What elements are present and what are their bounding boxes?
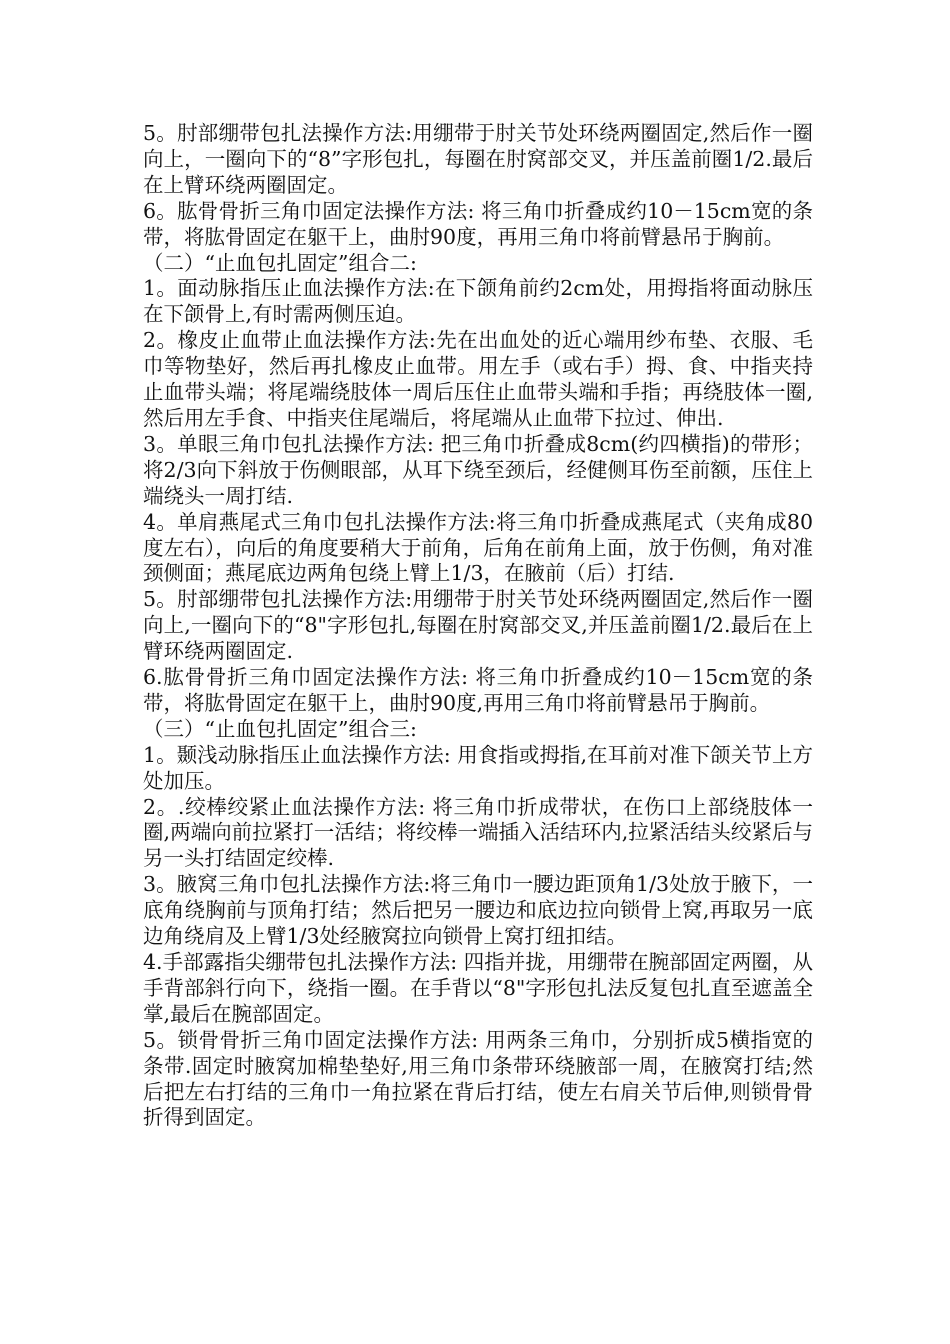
paragraph-temporal-artery: 1。颞浅动脉指压止血法操作方法: 用食指或拇指,在耳前对准下颌关节上方处加压。 [143, 742, 813, 793]
paragraph-rubber-tourniquet: 2。橡皮止血带止血法操作方法:先在出血处的近心端用纱布垫、衣服、毛巾等物垫好，然后再扎橡皮止血带。用左手（或右手）拇、食、中指夹持止血带头端；将尾端绕肢体一周后压住止血带头端和手指；再绕肢体一圈,然后用左手食、中指夹住尾端后，将尾端从止血带下拉过、伸出. [143, 328, 813, 430]
section-heading-combo-2: （二）“止血包扎固定”组合二: [143, 250, 417, 275]
paragraph-hand-bandage: 4.手部露指尖绷带包扎法操作方法: 四指并拢，用绷带在腕部固定两圈，从手背部斜行向下，绕指一圈。在手背以“8"字形包扎法反复包扎直至遮盖全掌,最后在腕部固定。 [143, 950, 813, 1026]
paragraph-elbow-bandage-2: 5。肘部绷带包扎法操作方法:用绷带于肘关节处环绕两圈固定,然后作一圈向上,一圈向下的“8"字形包扎,每圈在肘窝部交叉,并压盖前圈1/2.最后在上臂环绕两圈固定. [143, 587, 813, 664]
paragraph-clavicle-fixation: 5。锁骨骨折三角巾固定法操作方法: 用两条三角巾，分别折成5横指宽的条带.固定时腋窝加棉垫垫好,用三角巾条带环绕腋部一周，在腋窝打结;然后把左右打结的三角巾一角拉紧在背后打结，使左右肩关节后伸,则锁骨骨折得到固定。 [143, 1027, 813, 1130]
paragraph-single-shoulder-bandage: 4。单肩燕尾式三角巾包扎法操作方法:将三角巾折叠成燕尾式（夹角成80度左右），向后的角度要稍大于前角，后角在前角上面，放于伤侧，角对准颈侧面；燕尾底边两角包绕上臂上1/3，在腋前（后）打结. [143, 509, 813, 586]
paragraph-facial-artery: 1。面动脉指压止血法操作方法:在下颌角前约2cm处，用拇指将面动脉压在下颌骨上,有时需两侧压迫。 [143, 276, 813, 327]
paragraph-windlass-tourniquet: 2。.绞棒绞紧止血法操作方法: 将三角巾折成带状，在伤口上部绕肢体一圈,两端向前拉紧打一活结；将绞棒一端插入活结环内,拉紧活结头绞紧后与另一头打结固定绞棒. [143, 794, 813, 871]
paragraph-elbow-bandage-1: 5。肘部绷带包扎法操作方法:用绷带于肘关节处环绕两圈固定,然后作一圈向上，一圈向下的“8”字形包扎，每圈在肘窝部交叉，并压盖前圈1/2.最后在上臂环绕两圈固定。 [143, 121, 813, 197]
section-heading-combo-3: （三）“止血包扎固定”组合三: [143, 716, 417, 741]
paragraph-humerus-fixation-2: 6.肱骨骨折三角巾固定法操作方法: 将三角巾折叠成约10－15cm宽的条带，将肱骨固定在躯干上，曲肘90度,再用三角巾将前臂悬吊于胸前。 [143, 665, 813, 715]
paragraph-single-eye-bandage: 3。单眼三角巾包扎法操作方法: 把三角巾折叠成8cm(约四横指)的带形；将2/3向下斜放于伤侧眼部，从耳下绕至颈后，经健侧耳伤至前额，压住上端绕头一周打结. [143, 431, 813, 508]
paragraph-humerus-fixation-1: 6。肱骨骨折三角巾固定法操作方法: 将三角巾折叠成约10－15cm宽的条带，将肱骨固定在躯干上，曲肘90度，再用三角巾将前臂悬吊于胸前。 [143, 198, 813, 249]
document-body [143, 121, 813, 1131]
paragraph-armpit-bandage: 3。腋窝三角巾包扎法操作方法:将三角巾一腰边距顶角1/3处放于腋下，一底角绕胸前与顶角打结；然后把另一腰边和底边拉向锁骨上窝,再取另一底边角绕肩及上臂1/3处经腋窝拉向锁骨上窝打纽扣结。 [143, 872, 813, 949]
